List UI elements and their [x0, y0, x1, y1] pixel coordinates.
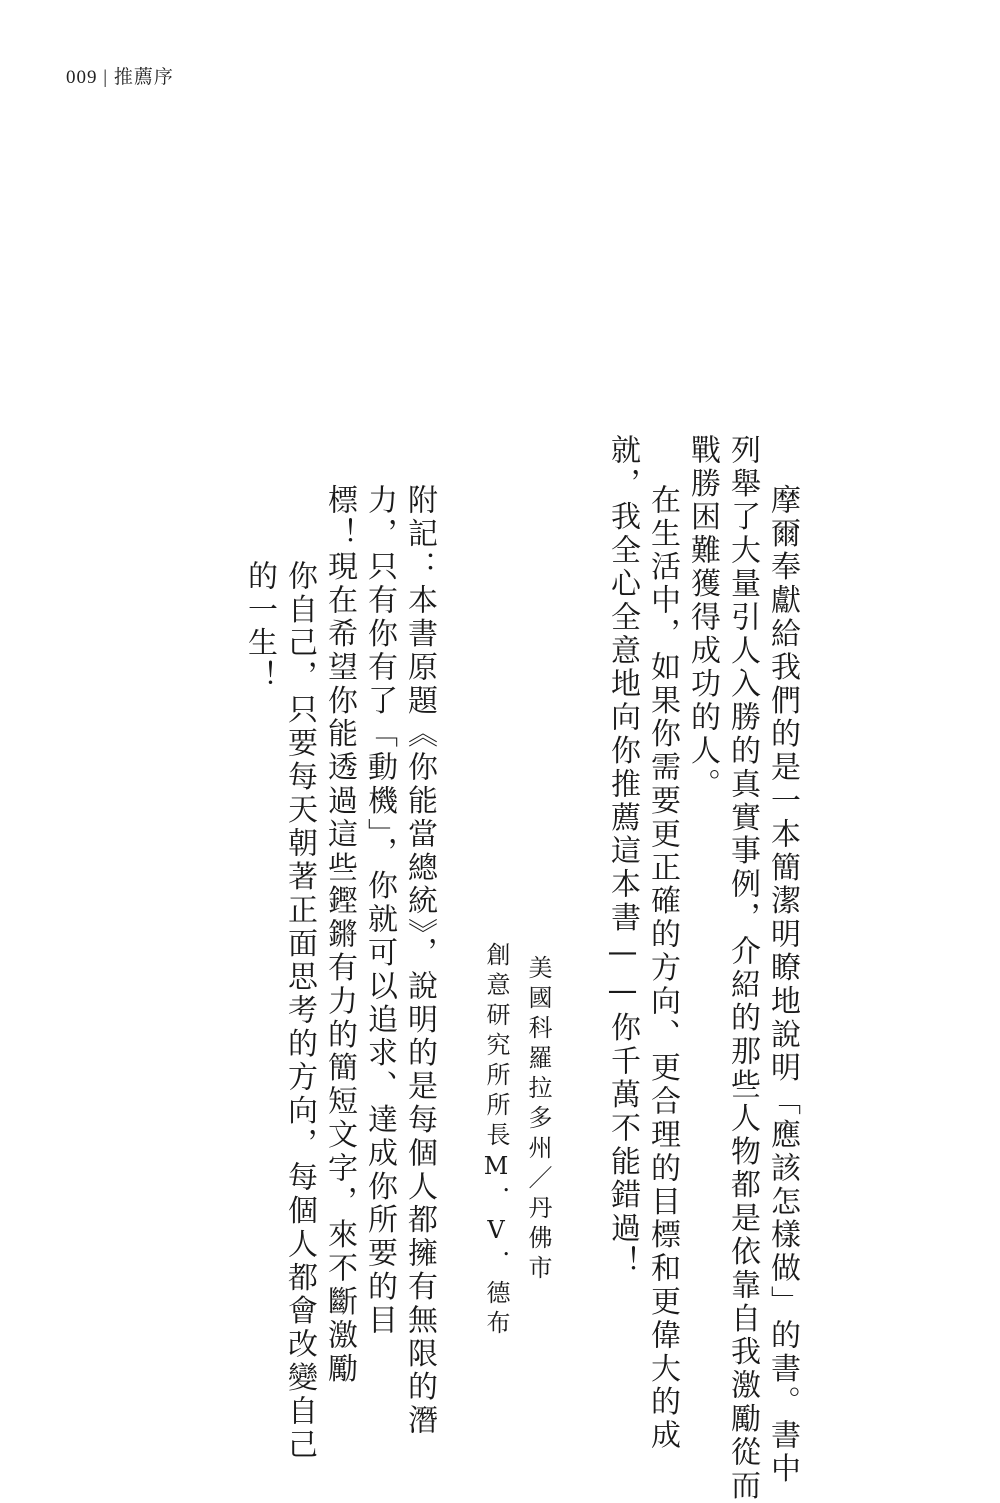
postscript-column-2: 力，只有你有了「動機」，你就可以追求、達成你所要的目 — [362, 484, 397, 1338]
postscript-column-4: 你自己，只要每天朝著正面思考的方向，每個人都會改變自己 — [282, 560, 317, 1462]
header-separator: | — [103, 67, 109, 88]
body-column-1: 摩爾奉獻給我們的是一本簡潔明瞭地說明「應該怎樣做」的書。書中 — [765, 484, 800, 1486]
section-title: 推薦序 — [113, 67, 174, 88]
body-column-2: 列舉了大量引人入勝的真實事例，介紹的那些人物都是依靠自我激勵從而 — [725, 434, 760, 1503]
body-column-3: 戰勝困難獲得成功的人。 — [685, 434, 720, 802]
body-column-4: 在生活中，如果你需要更正確的方向、更合理的目標和更偉大的成 — [645, 484, 680, 1453]
postscript-column-3: 標！現在希望你能透過這些鏗鏘有力的簡短文字，來不斷激勵 — [322, 484, 357, 1386]
postscript-column-5: 的一生！ — [242, 560, 277, 694]
body-column-5: 就，我全心全意地向你推薦這本書——你千萬不能錯過！ — [605, 434, 640, 1279]
signature-line-1: 美國科羅拉多州／丹佛市 — [524, 955, 552, 1285]
postscript-column-1: 附記：本書原題《你能當總統》，說明的是每個人都擁有無限的潛 — [402, 484, 437, 1438]
signature-line-2: 創意研究所所長M．V．德布 — [482, 942, 510, 1340]
page-number: 009 — [66, 67, 98, 88]
running-head — [66, 62, 174, 89]
